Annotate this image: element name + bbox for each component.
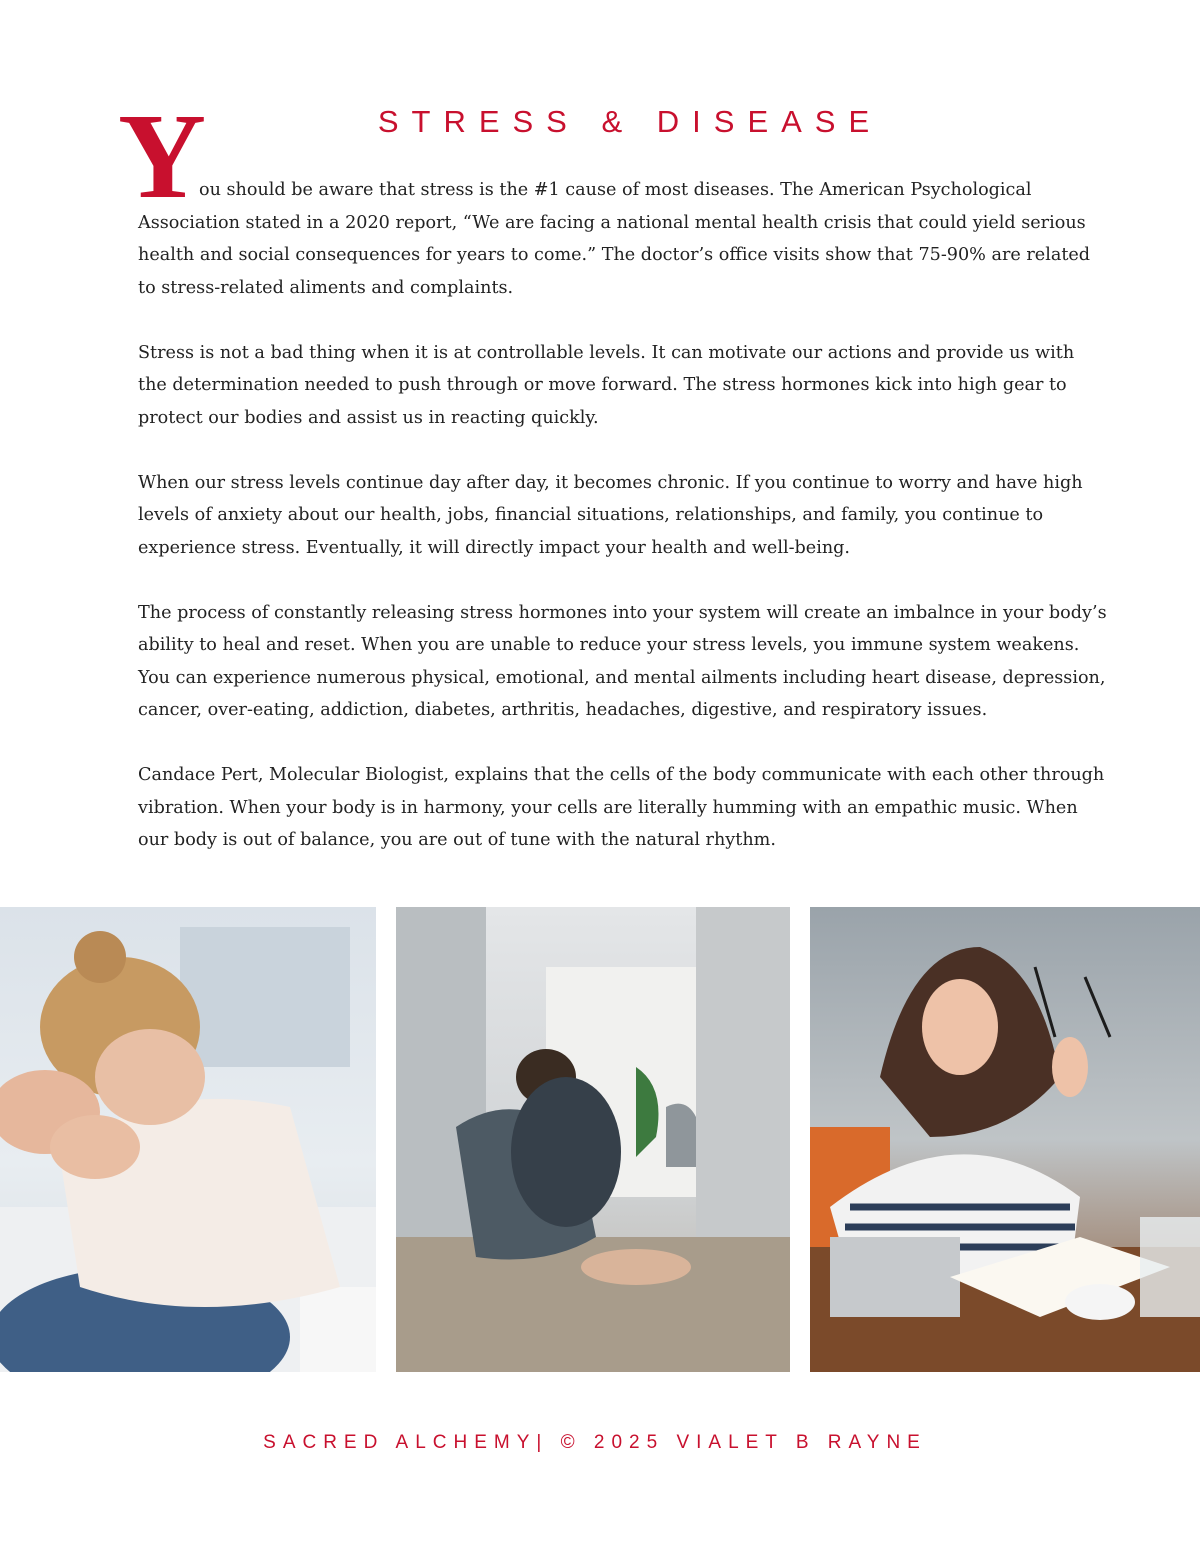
article-body bbox=[138, 174, 1108, 889]
photo-stressed-woman bbox=[0, 907, 376, 1372]
paragraph-intro: ou should be aware that stress is the #1 cause of most diseases. The American Psychological Association stated in a 2020 report, “We are facing a national mental health crisis that could yield serious health and social consequences for years to come.” The doctor’s office visits show that 75-90% are related to stress-related aliments and complaints. bbox=[138, 180, 1091, 298]
drop-cap: Y bbox=[118, 89, 207, 224]
photo-woman-desk bbox=[810, 907, 1200, 1372]
page-title: STRESS & DISEASE bbox=[377, 104, 883, 139]
paragraph-candace-pert: Candace Pert, Molecular Biologist, explains that the cells of the body communicate with each other through vibration. When your body is in harmony, your cells are literally humming with an empathic music. When our body is out of balance, you are out of tune with the natural rhythm. bbox=[138, 765, 1105, 850]
paragraph-chronic-stress: When our stress levels continue day after day, it becomes chronic. If you continue to worry and have high levels of anxiety about our health, jobs, financial situations, relationships, and family, you continue to experience stress. Eventually, it will directly impact your health and well-being. bbox=[138, 472, 1083, 558]
paragraph-stress-levels: Stress is not a bad thing when it is at controllable levels. It can motivate our actions and provide us with the determination needed to push through or move forward. The stress hormones kick into high gear to protect our bodies and assist us in reacting quickly. bbox=[138, 342, 1075, 428]
footer-copyright: SACRED ALCHEMY| © 2025 VIALET B RAYNE bbox=[263, 1432, 927, 1453]
photo-man-hallway bbox=[396, 907, 790, 1372]
paragraph-stress-hormones: The process of constantly releasing stress hormones into your system will create an imbalnce in your body’s ability to heal and reset. When you are unable to reduce your stress levels, you immune system weakens. You can experience numerous physical, emotional, and mental ailments including heart disease, depression, cancer, over-eating, addiction, diabetes, arthritis, headaches, digestive, and respiratory issues. bbox=[138, 602, 1107, 720]
